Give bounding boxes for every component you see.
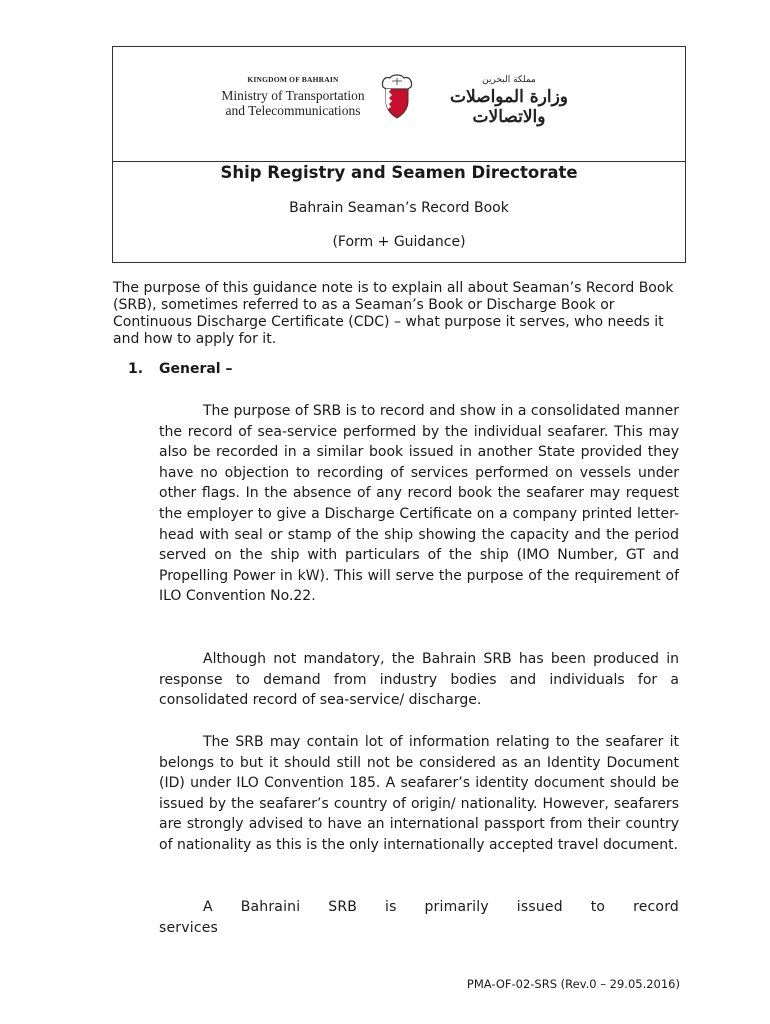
document-title: Ship Registry and Seamen Directorate bbox=[220, 163, 578, 182]
bullet-text: The SRB may contain lot of information relating to the seafarer it belongs to but it should still not be considered as an Identity Document (ID) under ILO Convention 185. A seafarer’s identity document should be issued by the seafarer’s country of origin/ nationality. However, seafarers are strongly advised to have an international passport from their country of nationality as this is the only internationally accepted travel document. bbox=[159, 734, 679, 853]
list-item bbox=[159, 732, 679, 856]
document-subtitle: Bahrain Seaman’s Record Book bbox=[289, 200, 509, 216]
logo-ministry-line2: and Telecommunications bbox=[225, 103, 361, 118]
section-heading bbox=[128, 361, 232, 377]
bullet-text: The purpose of SRB is to record and show in a consolidated manner the record of sea-service performed by the individual seafarer. This may also be recorded in a similar book issued in another State provided they have no objection to recording of services performed on vessels under other flags. In the absence of any record book the seafarer may request the employer to give a Discharge Certificate on a company printed letter-head with seal or stamp of the ship showing the capacity and the period served on the ship with particulars of the ship (IMO Number, GT and Propelling Power in kW). This will serve the purpose of the requirement of ILO Convention No.22. bbox=[159, 403, 679, 605]
logo-arabic bbox=[429, 75, 589, 127]
list-item bbox=[159, 897, 679, 938]
logo-arabic-kingdom: مملكة البحرين bbox=[482, 75, 536, 85]
ministry-logo bbox=[113, 47, 685, 162]
bahrain-emblem-icon bbox=[377, 73, 417, 121]
form-guidance-note: (Form + Guidance) bbox=[332, 234, 466, 250]
list-item bbox=[159, 401, 679, 607]
bullet-text: Although not mandatory, the Bahrain SRB has been produced in response to demand from industry bodies and individuals for a consolidated record of sea-service/ discharge. bbox=[159, 651, 679, 709]
list-item bbox=[159, 649, 679, 711]
bullet-text: A Bahraini SRB is primarily issued to record services bbox=[159, 899, 679, 936]
section-number: 1. bbox=[128, 361, 144, 377]
header-box bbox=[112, 46, 686, 263]
logo-arabic-ministry: وزارة المواصلات والاتصالات bbox=[450, 87, 568, 127]
logo-english bbox=[213, 75, 373, 118]
intro-paragraph: The purpose of this guidance note is to explain all about Seaman’s Record Book (SRB), sometimes referred to as a Seaman’s Book or Discharge Book or Continuous Discharge Certificate (CDC) – what purpose it serves, who needs it and how to apply for it. bbox=[113, 280, 674, 347]
logo-ministry-line1: Ministry of Transportation bbox=[221, 88, 365, 103]
logo-kingdom-text: KINGDOM OF BAHRAIN bbox=[247, 75, 339, 84]
section-title: General – bbox=[159, 361, 233, 377]
footer-document-code: PMA-OF-02-SRS (Rev.0 – 29.05.2016) bbox=[466, 977, 680, 991]
